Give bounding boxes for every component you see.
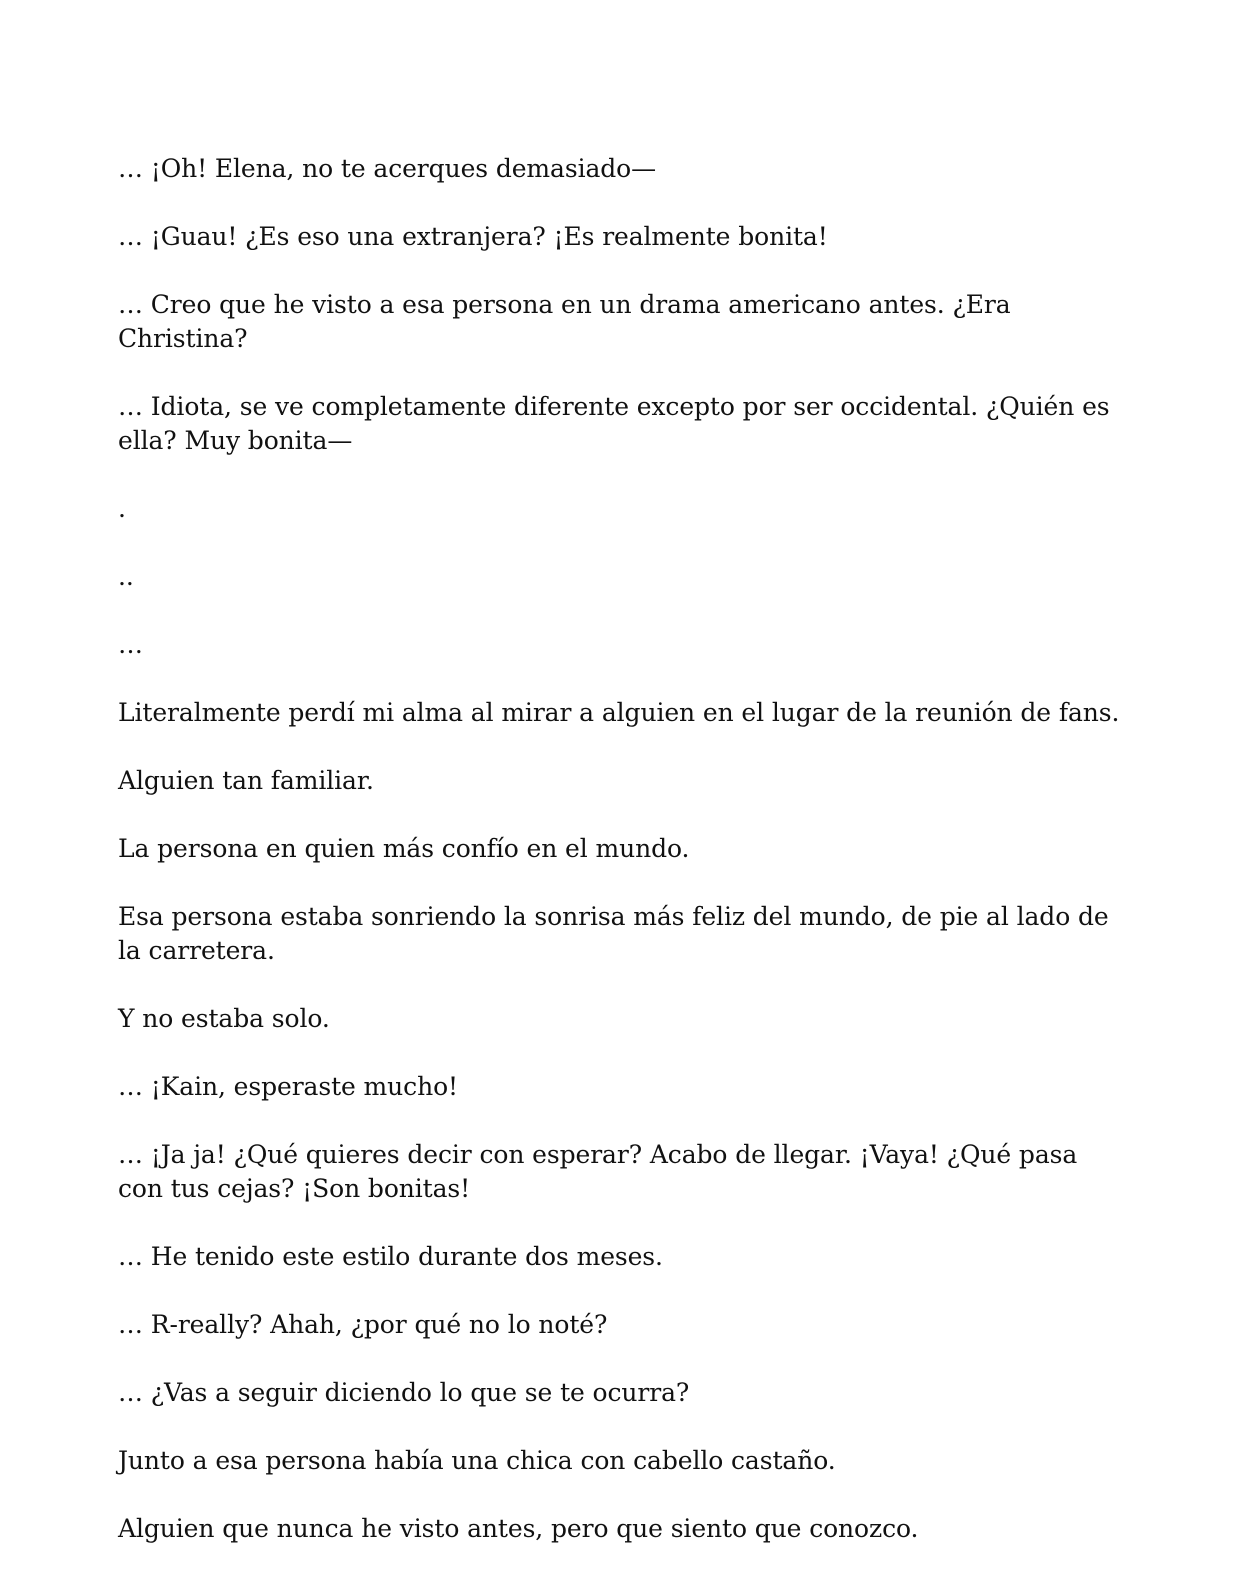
- document-body: [118, 152, 1128, 1580]
- paragraph-17: … ¿Vas a seguir diciendo lo que se te ocurra?: [118, 1378, 690, 1407]
- paragraph-3: … Creo que he visto a esa persona en un drama americano antes. ¿Era Christina?: [118, 290, 1011, 353]
- paragraph-5: .: [118, 494, 126, 523]
- paragraph-12: Y no estaba solo.: [118, 1004, 330, 1033]
- paragraph-6: ..: [118, 562, 134, 591]
- paragraph-18: Junto a esa persona había una chica con cabello castaño.: [118, 1446, 836, 1475]
- paragraph-16: … R-really? Ahah, ¿por qué no lo noté?: [118, 1310, 608, 1339]
- paragraph-9: Alguien tan familiar.: [118, 766, 374, 795]
- paragraph-14: … ¡Ja ja! ¿Qué quieres decir con esperar? Acabo de llegar. ¡Vaya! ¿Qué pasa con tus cejas? ¡Son bonitas!: [118, 1140, 1078, 1203]
- paragraph-7: …: [118, 630, 143, 659]
- paragraph-11: Esa persona estaba sonriendo la sonrisa más feliz del mundo, de pie al lado de la carretera.: [118, 902, 1109, 965]
- paragraph-8: Literalmente perdí mi alma al mirar a alguien en el lugar de la reunión de fans.: [118, 698, 1120, 727]
- paragraph-15: … He tenido este estilo durante dos meses.: [118, 1242, 663, 1271]
- paragraph-4: … Idiota, se ve completamente diferente excepto por ser occidental. ¿Quién es ella? Muy bonita—: [118, 392, 1110, 455]
- paragraph-19: Alguien que nunca he visto antes, pero que siento que conozco.: [118, 1514, 919, 1543]
- paragraph-10: La persona en quien más confío en el mundo.: [118, 834, 690, 863]
- paragraph-2: … ¡Guau! ¿Es eso una extranjera? ¡Es realmente bonita!: [118, 222, 828, 251]
- paragraph-1: … ¡Oh! Elena, no te acerques demasiado—: [118, 154, 657, 183]
- paragraph-13: … ¡Kain, esperaste mucho!: [118, 1072, 458, 1101]
